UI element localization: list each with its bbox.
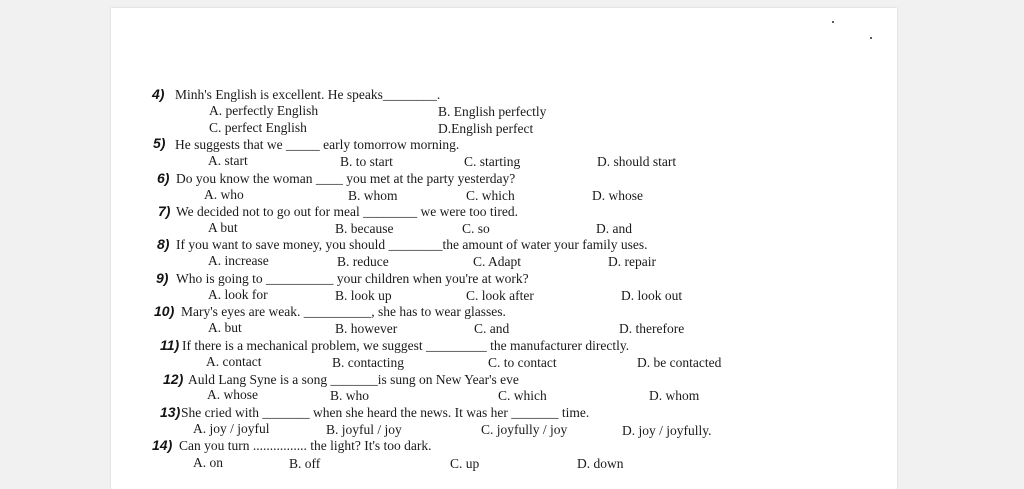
question-stem: Can you turn ................ the light? It's too dark. [179, 438, 432, 453]
option-d: D. should start [597, 154, 677, 169]
question-number: 9) [156, 270, 169, 286]
option-d: D.English perfect [438, 121, 534, 136]
question-number: 6) [157, 170, 170, 186]
option-b: B. look up [335, 288, 392, 303]
option-c: C. and [474, 321, 510, 336]
option-d: D. whose [592, 188, 643, 203]
option-a: A. on [193, 455, 223, 470]
option-c: C. starting [464, 154, 521, 169]
option-d: D. be contacted [637, 355, 722, 370]
option-b: B. who [330, 388, 370, 403]
option-d: D. repair [608, 254, 656, 269]
option-c: C. perfect English [209, 120, 307, 135]
option-b: B. off [289, 456, 321, 471]
option-c: C. Adapt [473, 254, 522, 269]
option-a: A. start [208, 153, 248, 168]
question-stem: She cried with _______ when she heard the news. It was her _______ time. [181, 405, 590, 420]
question-number: 13) [160, 404, 181, 420]
option-a: A. joy / joyful [193, 421, 270, 436]
question-number: 11) [160, 337, 180, 353]
option-c: C. joyfully / joy [481, 422, 568, 437]
question-number: 4) [152, 86, 165, 102]
question-stem: Auld Lang Syne is a song _______is sung on New Year's eve [188, 372, 519, 387]
question-number: 8) [157, 236, 170, 252]
option-c: C. so [462, 221, 490, 236]
question-number: 10) [154, 303, 175, 319]
option-b: B. to start [340, 154, 393, 169]
question-stem: If you want to save money, you should ________the amount of water your family uses. [176, 237, 648, 252]
speck-mark [870, 37, 872, 39]
question-stem: Who is going to __________ your children when you're at work? [176, 271, 529, 286]
question-number: 12) [163, 371, 184, 387]
question-number: 7) [158, 203, 171, 219]
option-b: B. because [335, 221, 394, 236]
option-a: A. increase [208, 253, 269, 268]
question-stem: If there is a mechanical problem, we suggest _________ the manufacturer directly. [182, 338, 630, 353]
option-c: C. which [498, 388, 547, 403]
option-a: A. but [208, 320, 242, 335]
option-c: C. look after [466, 288, 534, 303]
option-b: B. joyful / joy [326, 422, 402, 437]
option-b: B. reduce [337, 254, 389, 269]
option-d: D. whom [649, 388, 700, 403]
option-d: D. joy / joyfully. [622, 423, 712, 438]
question-number: 5) [153, 135, 166, 151]
option-d: D. look out [621, 288, 683, 303]
option-a: A. look for [208, 287, 268, 302]
option-c: C. which [466, 188, 515, 203]
option-c: C. up [450, 456, 480, 471]
option-a: A. whose [207, 387, 258, 402]
option-d: D. therefore [619, 321, 685, 336]
option-a: A. perfectly English [209, 103, 319, 118]
option-d: D. down [577, 456, 624, 471]
option-b: B. however [335, 321, 398, 336]
question-stem: He suggests that we _____ early tomorrow morning. [175, 137, 460, 152]
question-stem: Do you know the woman ____ you met at the party yesterday? [176, 171, 516, 186]
question-number: 14) [152, 437, 173, 453]
speck-mark [832, 21, 834, 23]
option-a: A but [208, 220, 238, 235]
option-b: B. English perfectly [438, 104, 547, 119]
option-d: D. and [596, 221, 632, 236]
option-b: B. whom [348, 188, 398, 203]
option-a: A. contact [206, 354, 262, 369]
question-stem: Mary's eyes are weak. __________, she has to wear glasses. [181, 304, 506, 319]
question-stem: We decided not to go out for meal ________ we were too tired. [176, 204, 518, 219]
option-a: A. who [204, 187, 244, 202]
option-c: C. to contact [488, 355, 557, 370]
question-stem: Minh's English is excellent. He speaks________. [175, 87, 441, 102]
option-b: B. contacting [332, 355, 404, 370]
